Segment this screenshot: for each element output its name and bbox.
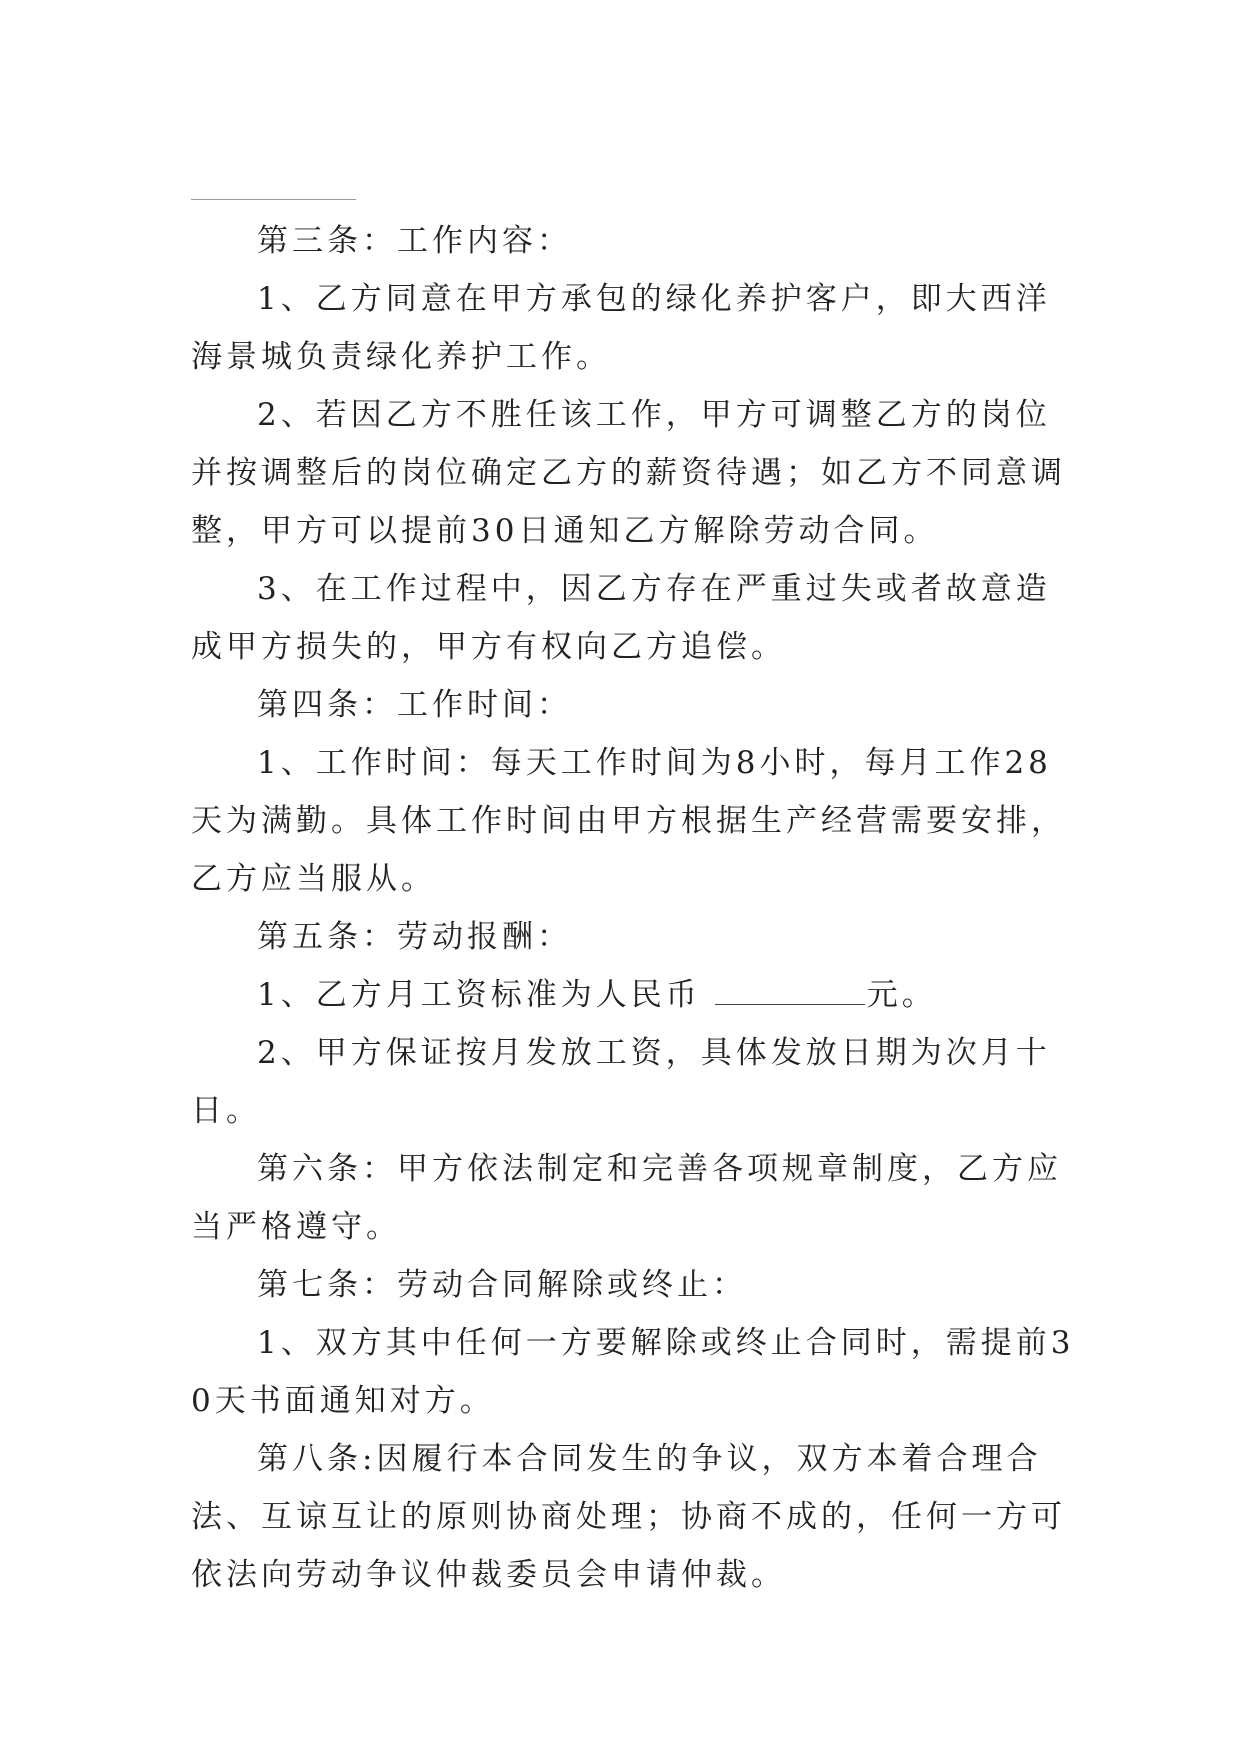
article-3-item-1: 1、乙方同意在甲方承包的绿化养护客户，即大西洋海景城负责绿化养护工作。 [191,281,1051,375]
salary-text-after: 元。 [866,977,937,1013]
article-7-item-1: 1、双方其中任何一方要解除或终止合同时，需提前30天书面通知对方。 [191,1325,1075,1419]
header-divider [191,199,356,200]
article-4-heading: 第四条：工作时间： [257,687,572,723]
article-5-item-2: 2、甲方保证按月发放工资，具体发放日期为次月十日。 [191,1035,1051,1129]
article-5-heading: 第五条：劳动报酬： [257,919,572,955]
article-4-item-1: 1、工作时间：每天工作时间为8小时，每月工作28天为满勤。具体工作时间由甲方根据生产经营需要安排，乙方应当服从。 [191,745,1066,897]
contract-body [191,212,1081,1604]
article-3-item-3: 3、在工作过程中，因乙方存在严重过失或者故意造成甲方损失的，甲方有权向乙方追偿。 [191,571,1051,665]
salary-text-before: 1、乙方月工资标准为人民币 [257,977,701,1013]
article-5-item-1 [191,966,1081,1024]
article-7-heading: 第七条：劳动合同解除或终止： [257,1267,747,1303]
article-8: 第八条:因履行本合同发生的争议，双方本着合理合法、互谅互让的原则协商处理；协商不成的，任何一方可依法向劳动争议仲裁委员会申请仲裁。 [191,1441,1066,1593]
salary-amount-blank [715,968,865,1005]
article-3-heading: 第三条：工作内容： [257,223,572,259]
article-6: 第六条：甲方依法制定和完善各项规章制度，乙方应当严格遵守。 [191,1151,1062,1245]
article-3-item-2: 2、若因乙方不胜任该工作，甲方可调整乙方的岗位并按调整后的岗位确定乙方的薪资待遇；如乙方不同意调整，甲方可以提前30日通知乙方解除劳动合同。 [191,397,1066,549]
